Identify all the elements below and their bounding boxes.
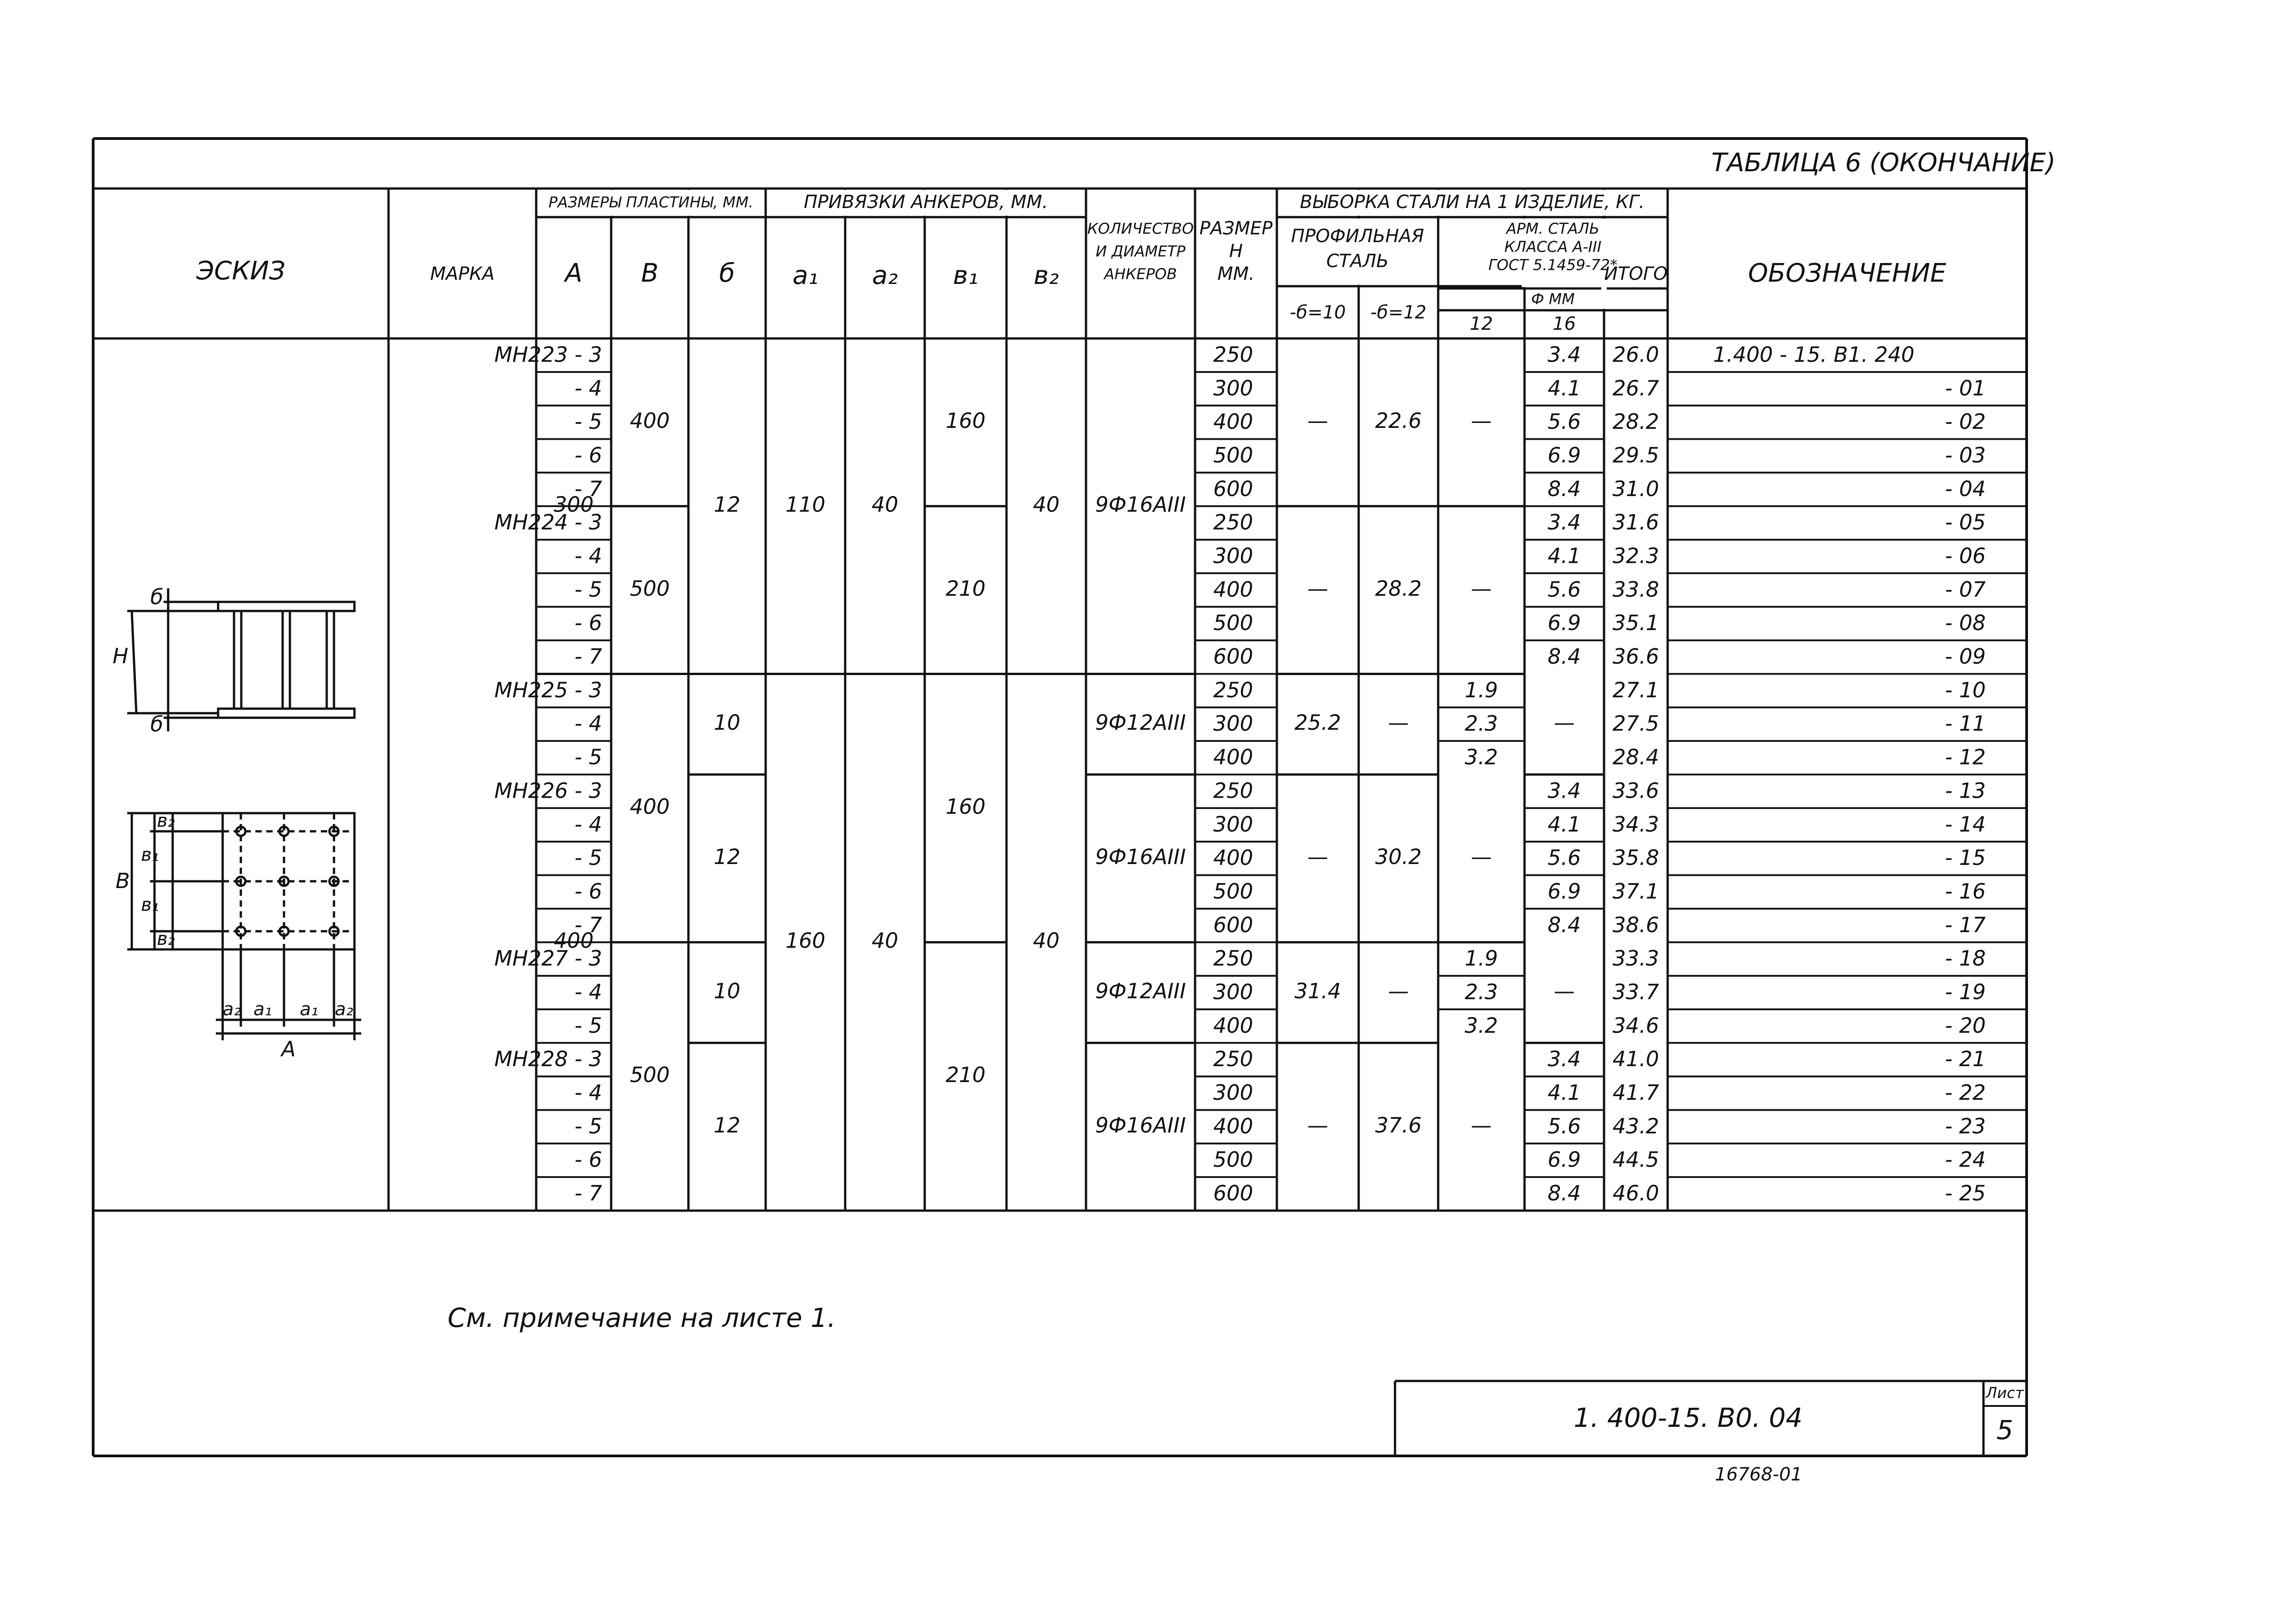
designation-cell: - 20	[1945, 1013, 1986, 1038]
total-cell: 28.2	[1612, 409, 1659, 434]
total-cell: 43.2	[1612, 1113, 1659, 1138]
arm16-cell: 5.6	[1547, 409, 1581, 434]
arm16-cell: 8.4	[1547, 476, 1581, 501]
designation-cell: - 14	[1945, 812, 1986, 837]
total-cell: 38.6	[1612, 912, 1659, 937]
size-header-line: ММ.	[1217, 263, 1255, 284]
designation-cell: - 23	[1945, 1113, 1986, 1138]
mark-cell: - 4	[574, 711, 602, 736]
total-cell: 35.1	[1612, 611, 1659, 636]
mark-cell: МН228 - 3	[494, 1047, 602, 1072]
total-cell: 33.7	[1612, 979, 1659, 1004]
merged-cell-d: 12	[713, 492, 741, 517]
arm16-cell: 3.4	[1547, 778, 1581, 803]
mark-cell: МН224 - 3	[494, 510, 602, 535]
height-cell: 250	[1213, 946, 1253, 971]
mark-cell: - 5	[574, 1013, 602, 1038]
b1-dim-label: в₁	[141, 894, 159, 915]
merged-cell-p10: 25.2	[1294, 710, 1341, 735]
height-cell: 300	[1213, 979, 1253, 1004]
merged-cell-b1: 160	[946, 408, 986, 433]
designation-cell: - 10	[1945, 677, 1986, 702]
qty-header-line: АНКЕРОВ	[1104, 265, 1177, 283]
arm12-cell: 2.3	[1465, 979, 1498, 1004]
arm16-cell: 6.9	[1547, 611, 1581, 636]
b2-dim-label: в₂	[157, 810, 175, 831]
top-plate-shape	[218, 602, 354, 611]
merged-cell-A: 300	[553, 492, 594, 517]
mark-cell: - 4	[574, 1080, 602, 1105]
thickness-dim-label: б	[150, 712, 164, 736]
merged-cell-p12: 22.6	[1375, 408, 1422, 433]
col-header-a2: a₂	[872, 261, 898, 291]
height-cell: 500	[1213, 879, 1253, 904]
total-cell: 27.5	[1612, 711, 1659, 736]
arm16-cell: 3.4	[1547, 510, 1581, 535]
designation-cell: - 13	[1945, 778, 1986, 803]
mark-cell: - 5	[574, 845, 602, 870]
total-cell: 29.5	[1612, 442, 1659, 467]
mark-header: МАРКА	[430, 263, 495, 284]
height-cell: 400	[1213, 845, 1253, 870]
profile-header-line: ПРОФИЛЬНАЯ	[1291, 226, 1424, 247]
height-cell: 600	[1213, 1181, 1253, 1206]
height-cell: 500	[1213, 442, 1253, 467]
merged-cell-a12: —	[1471, 576, 1492, 601]
arm16-cell: 3.4	[1547, 1047, 1581, 1072]
total-cell: 26.7	[1612, 376, 1659, 401]
mark-cell: - 5	[574, 745, 602, 770]
designation-cell: - 03	[1945, 442, 1986, 467]
designation-cell: - 21	[1945, 1047, 1986, 1072]
width-dim-label: В	[115, 869, 130, 893]
footnote: См. примечание на листе 1.	[448, 1302, 836, 1334]
mark-cell: МН227 - 3	[494, 946, 602, 971]
col-header-B: В	[641, 258, 659, 288]
mark-cell: - 7	[574, 912, 602, 937]
archive-number: 16768-01	[1714, 1464, 1803, 1485]
designation-cell: - 09	[1945, 644, 1986, 669]
total-cell: 41.7	[1612, 1080, 1659, 1105]
size-header-line: Н	[1229, 241, 1243, 262]
total-cell: 33.8	[1612, 577, 1659, 602]
mark-cell: - 4	[574, 376, 602, 401]
col-header-12: 12	[1470, 313, 1493, 334]
arm12-cell: 3.2	[1465, 745, 1498, 770]
total-cell: 26.0	[1612, 342, 1659, 367]
mark-cell: - 6	[574, 611, 602, 636]
merged-cell-a1: 160	[785, 928, 826, 953]
arm12-cell: 3.2	[1465, 1013, 1498, 1038]
profile-header-line: СТАЛЬ	[1326, 251, 1389, 272]
height-cell: 250	[1213, 342, 1253, 367]
total-header: ИТОГО	[1604, 263, 1668, 284]
total-cell: 46.0	[1612, 1181, 1659, 1206]
merged-cell-b1: 210	[946, 576, 986, 601]
designation-header: ОБОЗНАЧЕНИЕ	[1748, 258, 1947, 288]
col-header-p10: -б=10	[1290, 302, 1346, 323]
merged-cell-p12: 28.2	[1375, 576, 1422, 601]
mark-cell: - 6	[574, 442, 602, 467]
anchor-bar-shape	[283, 611, 290, 709]
height-cell: 400	[1213, 745, 1253, 770]
mark-cell: МН223 - 3	[494, 342, 602, 367]
merged-cell-qty: 9Ф16АIII	[1095, 844, 1186, 869]
length-dim-label: А	[281, 1037, 296, 1061]
arm16-cell: 4.1	[1547, 1080, 1581, 1105]
designation-cell: - 06	[1945, 543, 1986, 568]
qty-header-line: И ДИАМЕТР	[1096, 242, 1186, 260]
col-header-b2: в₂	[1033, 261, 1059, 291]
merged-cell-B: 400	[630, 794, 670, 819]
designation-cell: - 01	[1945, 376, 1986, 401]
designation-cell: - 15	[1945, 845, 1986, 870]
merged-cell-d: 12	[713, 844, 741, 869]
merged-cell-a2: 40	[872, 492, 898, 517]
merged-cell-qty: 9Ф12АIII	[1095, 710, 1186, 735]
anchor-group-header: ПРИВЯЗКИ АНКЕРОВ, ММ.	[803, 192, 1048, 213]
designation-cell: - 17	[1945, 912, 1986, 937]
arm16-cell: 8.4	[1547, 1181, 1581, 1206]
designation-cell: - 04	[1945, 476, 1986, 501]
merged-cell-d: 10	[713, 978, 741, 1003]
merged-cell-a16: —	[1554, 710, 1575, 735]
height-cell: 600	[1213, 912, 1253, 937]
merged-cell-a1: 110	[785, 492, 826, 517]
document-code: 1. 400-15. В0. 04	[1574, 1402, 1803, 1434]
mark-cell: МН225 - 3	[494, 677, 602, 702]
merged-cell-d: 10	[713, 710, 741, 735]
total-cell: 36.6	[1612, 644, 1659, 669]
mark-cell: - 7	[574, 644, 602, 669]
designation-cell: 1.400 - 15. В1. 240	[1713, 342, 1915, 367]
merged-cell-B: 500	[630, 1063, 670, 1088]
total-cell: 27.1	[1612, 677, 1659, 702]
mark-cell: - 7	[574, 1181, 602, 1206]
height-cell: 300	[1213, 376, 1253, 401]
merged-cell-a2: 40	[872, 928, 898, 953]
b2-dim-label: в₂	[157, 929, 175, 949]
merged-cell-b1: 210	[946, 1063, 986, 1088]
designation-cell: - 05	[1945, 510, 1986, 535]
sheet-label: Лист	[1986, 1384, 2024, 1402]
plate-group-header: РАЗМЕРЫ ПЛАСТИНЫ, ММ.	[548, 193, 753, 211]
arm16-cell: 5.6	[1547, 845, 1581, 870]
height-cell: 600	[1213, 644, 1253, 669]
designation-cell: - 07	[1945, 577, 1986, 602]
sketch-drawing	[113, 585, 361, 1061]
arm16-cell: 4.1	[1547, 812, 1581, 837]
merged-cell-b1: 160	[946, 794, 986, 819]
merged-cell-p12: 37.6	[1375, 1112, 1422, 1137]
col-header-p12: -б=12	[1370, 302, 1427, 323]
mark-cell: - 5	[574, 1113, 602, 1138]
merged-cell-a16: —	[1554, 978, 1575, 1003]
merged-cell-b2: 40	[1033, 928, 1060, 953]
merged-cell-p12: —	[1388, 978, 1409, 1003]
total-cell: 32.3	[1612, 543, 1659, 568]
total-cell: 34.3	[1612, 812, 1659, 837]
designation-cell: - 24	[1945, 1147, 1986, 1172]
merged-cell-p12: 30.2	[1375, 844, 1422, 869]
merged-cell-p10: —	[1307, 408, 1328, 433]
designation-cell: - 08	[1945, 611, 1986, 636]
merged-cell-p10: 31.4	[1294, 978, 1341, 1003]
height-cell: 500	[1213, 1147, 1253, 1172]
total-cell: 44.5	[1612, 1147, 1659, 1172]
height-cell: 300	[1213, 1080, 1253, 1105]
arm16-cell: 4.1	[1547, 376, 1581, 401]
height-cell: 600	[1213, 476, 1253, 501]
total-cell: 31.6	[1612, 510, 1659, 535]
b1-dim-label: в₁	[141, 844, 159, 865]
designation-cell: - 16	[1945, 879, 1986, 904]
height-cell: 250	[1213, 778, 1253, 803]
height-dim-label: Н	[112, 644, 129, 668]
total-cell: 41.0	[1612, 1047, 1659, 1072]
arm12-cell: 1.9	[1465, 677, 1498, 702]
mark-cell: - 5	[574, 409, 602, 434]
mark-cell: - 4	[574, 543, 602, 568]
merged-cell-qty: 9Ф16АIII	[1095, 492, 1186, 517]
bottom-plate-shape	[218, 709, 354, 718]
merged-cell-B: 500	[630, 576, 670, 601]
steel-group-header: ВЫБОРКА СТАЛИ НА 1 ИЗДЕЛИЕ, КГ.	[1300, 192, 1645, 213]
col-header-16: 16	[1553, 313, 1576, 334]
designation-cell: - 11	[1945, 711, 1986, 736]
a1-dim-label: a₁	[299, 999, 319, 1020]
mark-cell: МН226 - 3	[494, 778, 602, 803]
phi-header: Ф ММ	[1531, 290, 1575, 308]
designation-cell: - 18	[1945, 946, 1986, 971]
height-cell: 300	[1213, 543, 1253, 568]
arm16-cell: 8.4	[1547, 912, 1581, 937]
a2-dim-label: a₂	[334, 999, 354, 1020]
arm16-cell: 4.1	[1547, 543, 1581, 568]
merged-cell-d: 12	[713, 1112, 741, 1137]
total-cell: 33.3	[1612, 946, 1659, 971]
total-cell: 28.4	[1612, 745, 1659, 770]
sketch-header: ЭСКИЗ	[196, 256, 285, 286]
arm-header-line: АРМ. СТАЛЬ	[1506, 219, 1600, 238]
height-cell: 300	[1213, 711, 1253, 736]
merged-cell-B: 400	[630, 408, 670, 433]
anchor-bar-shape	[234, 611, 241, 709]
height-cell: 300	[1213, 812, 1253, 837]
arm16-cell: 6.9	[1547, 879, 1581, 904]
table-title: ТАБЛИЦА 6 (ОКОНЧАНИЕ)	[1711, 148, 2056, 178]
merged-cell-p10: —	[1307, 576, 1328, 601]
size-header-line: РАЗМЕР	[1199, 218, 1273, 239]
col-header-b1: в₁	[953, 261, 978, 291]
total-cell: 34.6	[1612, 1013, 1659, 1038]
designation-cell: - 19	[1945, 979, 1986, 1004]
col-header-thickness: б	[719, 258, 735, 288]
merged-cell-a12: —	[1471, 1112, 1492, 1137]
mark-cell: - 6	[574, 879, 602, 904]
merged-cell-A: 400	[553, 928, 594, 953]
merged-cell-b2: 40	[1033, 492, 1060, 517]
mark-cell: - 6	[574, 1147, 602, 1172]
arm-header-line: КЛАССА А-III	[1504, 238, 1602, 256]
height-cell: 400	[1213, 1113, 1253, 1138]
merged-cell-qty: 9Ф16АIII	[1095, 1112, 1186, 1137]
height-cell: 400	[1213, 1013, 1253, 1038]
arm16-cell: 8.4	[1547, 644, 1581, 669]
arm12-cell: 2.3	[1465, 711, 1498, 736]
merged-cell-a12: —	[1471, 408, 1492, 433]
mark-cell: - 4	[574, 812, 602, 837]
mark-cell: - 5	[574, 577, 602, 602]
col-header-A: А	[565, 258, 583, 288]
total-cell: 31.0	[1612, 476, 1659, 501]
designation-cell: - 02	[1945, 409, 1986, 434]
table-text	[196, 148, 2056, 1485]
merged-cell-qty: 9Ф12АIII	[1095, 978, 1186, 1003]
height-cell: 400	[1213, 409, 1253, 434]
a2-dim-label: a₂	[222, 999, 241, 1020]
arm16-cell: 6.9	[1547, 442, 1581, 467]
merged-cell-p12: —	[1388, 710, 1409, 735]
merged-cell-p10: —	[1307, 844, 1328, 869]
height-cell: 250	[1213, 1047, 1253, 1072]
arm16-cell: 3.4	[1547, 342, 1581, 367]
total-cell: 35.8	[1612, 845, 1659, 870]
arm12-cell: 1.9	[1465, 946, 1498, 971]
total-cell: 33.6	[1612, 778, 1659, 803]
mark-cell: - 7	[574, 476, 602, 501]
merged-cell-p10: —	[1307, 1112, 1328, 1137]
designation-cell: - 25	[1945, 1181, 1986, 1206]
height-cell: 400	[1213, 577, 1253, 602]
designation-cell: - 12	[1945, 745, 1986, 770]
arm16-cell: 6.9	[1547, 1147, 1581, 1172]
thickness-dim-label: б	[150, 585, 164, 609]
table-grid	[93, 139, 2027, 1456]
designation-cell: - 22	[1945, 1080, 1986, 1105]
height-cell: 250	[1213, 510, 1253, 535]
col-header-a1: a₁	[792, 261, 818, 291]
height-cell: 500	[1213, 611, 1253, 636]
height-cell: 250	[1213, 677, 1253, 702]
sheet-number: 5	[1996, 1415, 2013, 1446]
qty-header-line: КОЛИЧЕСТВО	[1087, 219, 1194, 238]
mark-cell: - 4	[574, 979, 602, 1004]
arm-header-line: ГОСТ 5.1459-72*	[1488, 256, 1618, 274]
merged-cell-a12: —	[1471, 844, 1492, 869]
arm16-cell: 5.6	[1547, 577, 1581, 602]
a1-dim-label: a₁	[253, 999, 272, 1020]
anchor-bar-shape	[327, 611, 334, 709]
total-cell: 37.1	[1612, 879, 1659, 904]
arm16-cell: 5.6	[1547, 1113, 1581, 1138]
